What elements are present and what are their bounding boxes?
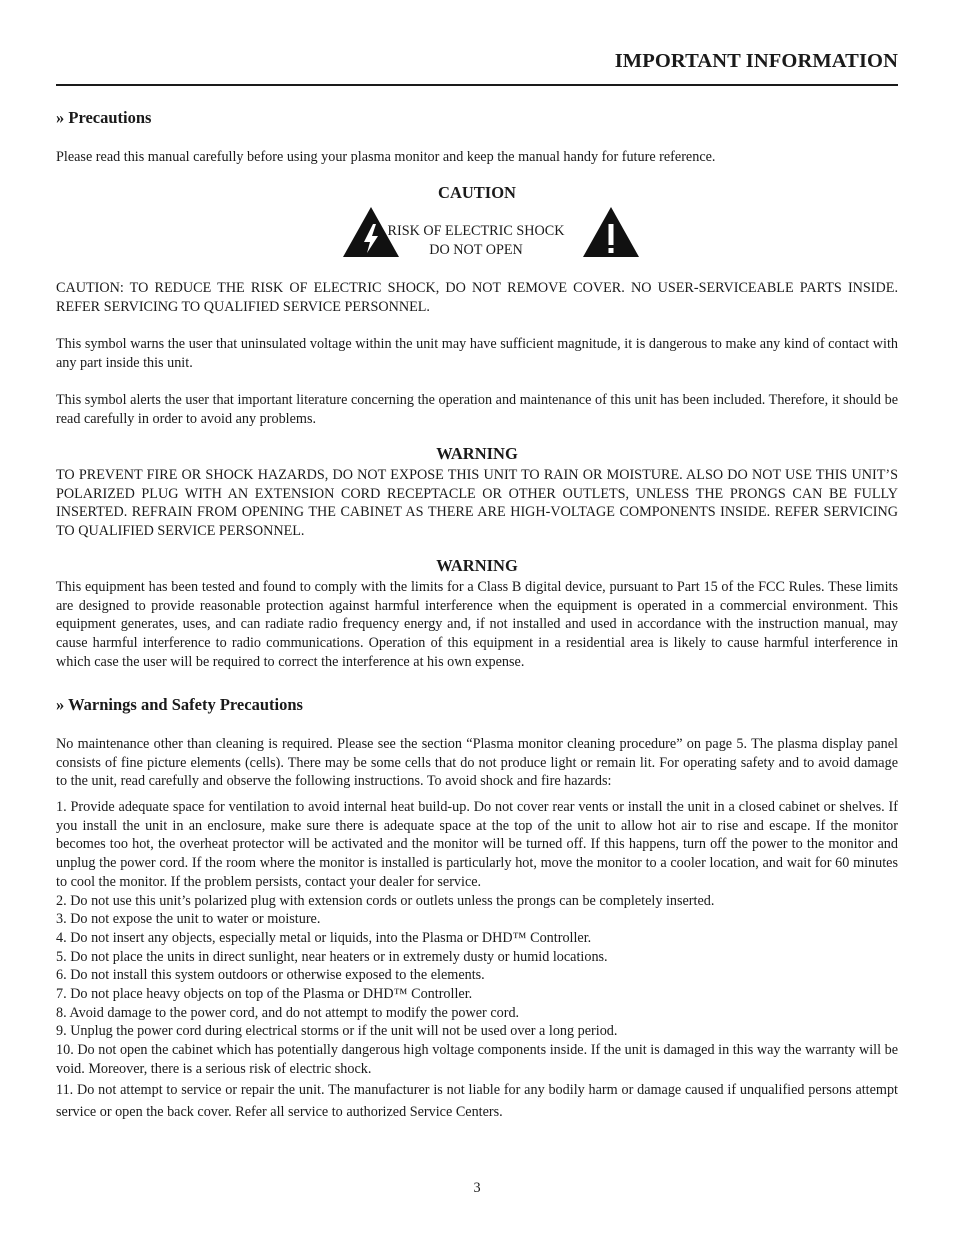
caution-symbol-text-line1: RISK OF ELECTRIC SHOCK <box>387 223 565 239</box>
warning-body-2: This equipment has been tested and found to comply with the limits for a Class B digital device, pursuant to Part 15 of the FCC Rules. These limits are designed to provide reasonable protection against harmful interference when the equipment is operated in a commercial environment. This equipment generates, uses, and can radiate radio frequency energy and, if not installed and used in accordance with the instruction manual, may cause harmful interference to radio communications. Operation of this equipment in a residential area is likely to cause harmful interference in which case the user will be required to correct the interference at his own expense. <box>56 579 898 670</box>
page-number: 3 <box>473 1180 481 1196</box>
list-item: 10. Do not open the cabinet which has potentially dangerous high voltage components inside. If the unit is damaged in this way the warranty will be void. Moreover, there is a serious risk of electric shock. <box>56 1042 898 1077</box>
list-item: 7. Do not place heavy objects on top of the Plasma or DHD™ Controller. <box>56 986 473 1003</box>
list-item: 11. Do not attempt to service or repair the unit. The manufacturer is not liable for any bodily harm or damage caused if unqualified persons attempt service or open the back cover. Refer all service to authorized Service Centers. <box>56 1081 898 1120</box>
precautions-intro: Please read this manual carefully before using your plasma monitor and keep the manual handy for future reference. <box>56 149 716 165</box>
exclamation-symbol-explanation: This symbol alerts the user that important literature concerning the operation and maintenance of this unit has been included. Therefore, it should be read carefully in order to avoid any problems. <box>56 392 898 427</box>
list-item: 4. Do not insert any objects, especially metal or liquids, into the Plasma or DHD™ Controller. <box>56 929 592 946</box>
list-item: 5. Do not place the units in direct sunlight, near heaters or in extremely dusty or humid locations. <box>56 948 608 965</box>
warning-body-1: TO PREVENT FIRE OR SHOCK HAZARDS, DO NOT EXPOSE THIS UNIT TO RAIN OR MOISTURE. ALSO DO NOT USE THIS UNIT’S POLARIZED PLUG WITH AN EXTENSION CORD RECEPTACLE OR OTHER OUTLETS, UNLESS THE PRONGS CAN BE FULLY INSERTED. REFRAIN FROM OPENING THE CABINET AS THERE ARE HIGH-VOLTAGE COMPONENTS INSIDE. REFER SERVICING TO QUALIFIED SERVICE PERSONNEL. <box>56 467 898 540</box>
caution-body: CAUTION: TO REDUCE THE RISK OF ELECTRIC SHOCK, DO NOT REMOVE COVER. NO USER-SERVICEABLE PARTS INSIDE. REFER SERVICING TO QUALIFIED SERVICE PERSONNEL. <box>56 280 898 315</box>
caution-heading: CAUTION <box>438 183 516 202</box>
list-item: 6. Do not install this system outdoors or otherwise exposed to the elements. <box>56 967 485 984</box>
exclamation-warning-icon <box>582 206 640 258</box>
caution-symbol-text-line2: DO NOT OPEN <box>429 241 523 258</box>
warning-heading-1: WARNING <box>436 444 518 463</box>
list-item: 2. Do not use this unit’s polarized plug with extension cords or outlets unless the prongs can be completely inserted. <box>56 892 715 909</box>
safety-list <box>56 798 898 1123</box>
list-item: 3. Do not expose the unit to water or moisture. <box>56 911 321 928</box>
lightning-symbol-explanation: This symbol warns the user that uninsulated voltage within the unit may have sufficient magnitude, it is dangerous to make any kind of contact with any part inside this unit. <box>56 336 898 371</box>
page-title: IMPORTANT INFORMATION <box>614 50 898 72</box>
caution-symbol-text <box>376 222 576 259</box>
safety-heading: » Warnings and Safety Precautions <box>56 695 303 714</box>
list-item: 8. Avoid damage to the power cord, and do not attempt to modify the power cord. <box>56 1004 520 1021</box>
warning-heading-2: WARNING <box>436 556 518 575</box>
safety-intro: No maintenance other than cleaning is required. Please see the section “Plasma monitor cleaning procedure” on page 5. The plasma display panel consists of fine picture elements (cells). There may be some cells that do not produce light or remain lit. For operating safety and to avoid damage to the unit, read carefully and observe the following instructions. To avoid shock and fire hazards: <box>56 736 898 790</box>
list-item: 9. Unplug the power cord during electrical storms or if the unit will not be used over a long period. <box>56 1023 618 1040</box>
precautions-heading: » Precautions <box>56 108 152 127</box>
caution-symbols <box>56 206 898 260</box>
header-rule <box>56 84 898 86</box>
list-item: 1. Provide adequate space for ventilation to avoid internal heat build-up. Do not cover rear vents or install the unit in a closed cabinet or shelves. If you install the unit in an enclosure, make sure there is adequate space at the top of the unit to allow hot air to rise and escape. If the monitor becomes too hot, the overheat protector will be activated and the monitor will be turned off. If this happens, turn off the power to the monitor and unplug the power cord. If the room where the monitor is installed is particularly hot, move the monitor to a cooler location, and wait for 60 minutes to cool the monitor. If the problem persists, contact your dealer for service. <box>56 799 898 890</box>
